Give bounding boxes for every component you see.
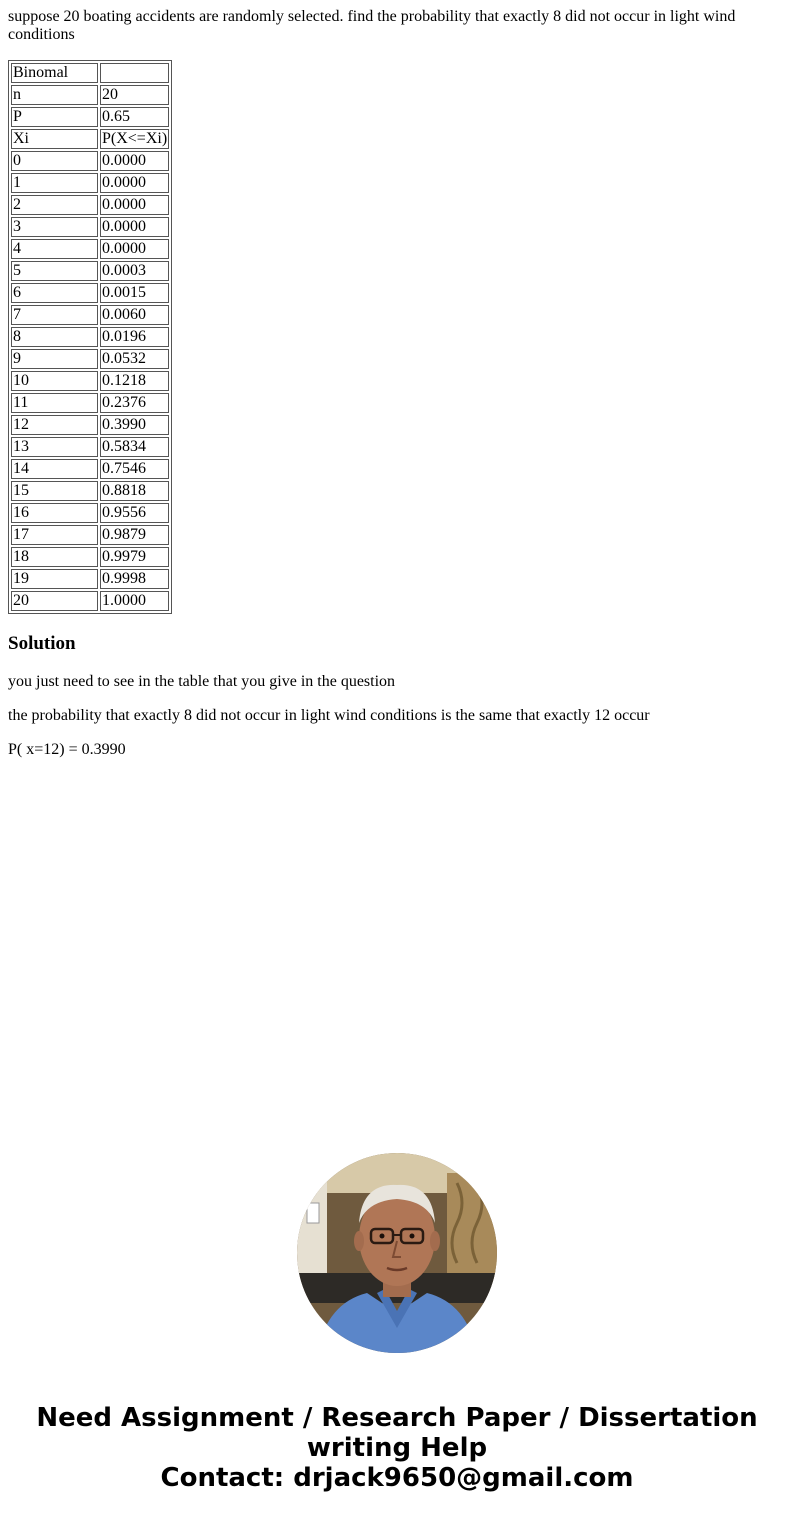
promo-line-2: writing Help bbox=[306, 1433, 488, 1463]
table-cell-xi: 18 bbox=[11, 547, 98, 567]
solution-line-2: the probability that exactly 8 did not occur in light wind conditions is the same that exactly 12 occur bbox=[8, 707, 650, 724]
table-row bbox=[11, 173, 169, 193]
table-cell-prob: 0.65 bbox=[100, 107, 169, 127]
table-cell-prob: 1.0000 bbox=[100, 591, 169, 611]
table-cell-xi: 2 bbox=[11, 195, 98, 215]
table-cell-xi: 15 bbox=[11, 481, 98, 501]
table-row bbox=[11, 151, 169, 171]
table-cell-xi: Binomal bbox=[11, 63, 98, 83]
table-cell-prob: 0.1218 bbox=[100, 371, 169, 391]
solution-title: Solution bbox=[8, 633, 76, 654]
table-cell-prob: 0.3990 bbox=[100, 415, 169, 435]
table-row bbox=[11, 107, 169, 127]
table-row bbox=[11, 393, 169, 413]
table-cell-prob: 0.0060 bbox=[100, 305, 169, 325]
table-cell-prob: 0.0000 bbox=[100, 195, 169, 215]
table-cell-xi: 12 bbox=[11, 415, 98, 435]
table-cell-prob: 0.9879 bbox=[100, 525, 169, 545]
table-cell-prob: 0.8818 bbox=[100, 481, 169, 501]
table-row bbox=[11, 283, 169, 303]
table-cell-xi: n bbox=[11, 85, 98, 105]
table-row bbox=[11, 63, 169, 83]
table-cell-xi: Xi bbox=[11, 129, 98, 149]
table-cell-xi: 8 bbox=[11, 327, 98, 347]
table-cell-xi: 0 bbox=[11, 151, 98, 171]
table-row bbox=[11, 569, 169, 589]
table-cell-xi: 3 bbox=[11, 217, 98, 237]
table-cell-xi: 9 bbox=[11, 349, 98, 369]
table-row bbox=[11, 437, 169, 457]
table-row bbox=[11, 217, 169, 237]
table-cell-prob: 0.0015 bbox=[100, 283, 169, 303]
table-cell-prob: 0.0000 bbox=[100, 217, 169, 237]
table-cell-xi: 4 bbox=[11, 239, 98, 259]
table-row bbox=[11, 195, 169, 215]
table-row bbox=[11, 85, 169, 105]
author-avatar bbox=[297, 1153, 497, 1353]
table-cell-prob: 20 bbox=[100, 85, 169, 105]
promo-line-1: Need Assignment / Research Paper / Dissertation bbox=[36, 1403, 758, 1433]
table-row bbox=[11, 591, 169, 611]
table-cell-prob: 0.9979 bbox=[100, 547, 169, 567]
table-cell-prob bbox=[100, 63, 169, 83]
solution-line-1: you just need to see in the table that you give in the question bbox=[8, 673, 396, 690]
binomial-table-container bbox=[8, 60, 172, 614]
table-cell-xi: 17 bbox=[11, 525, 98, 545]
table-cell-xi: 1 bbox=[11, 173, 98, 193]
table-cell-xi: P bbox=[11, 107, 98, 127]
table-cell-xi: 6 bbox=[11, 283, 98, 303]
table-cell-prob: 0.7546 bbox=[100, 459, 169, 479]
table-cell-prob: P(X<=Xi) bbox=[102, 130, 168, 147]
table-row bbox=[11, 547, 169, 567]
table-cell-prob: 0.0003 bbox=[100, 261, 169, 281]
table-cell-xi: 13 bbox=[11, 437, 98, 457]
solution-line-3: P( x=12) = 0.3990 bbox=[8, 741, 126, 758]
table-cell-prob: 0.0000 bbox=[100, 239, 169, 259]
table-cell-xi: 10 bbox=[11, 371, 98, 391]
table-row bbox=[11, 305, 169, 325]
table-cell-xi: 20 bbox=[11, 591, 98, 611]
table-cell-prob: 0.5834 bbox=[100, 437, 169, 457]
table-row bbox=[11, 503, 169, 523]
table-cell-prob: 0.2376 bbox=[100, 393, 169, 413]
portrait-image bbox=[297, 1153, 497, 1353]
table-cell-prob: 0.9998 bbox=[100, 569, 169, 589]
table-row bbox=[11, 459, 169, 479]
binomial-table bbox=[8, 60, 172, 614]
table-cell-xi: 5 bbox=[11, 261, 98, 281]
table-cell-prob: 0.0196 bbox=[100, 327, 169, 347]
table-cell-xi: 19 bbox=[11, 569, 98, 589]
table-row bbox=[11, 239, 169, 259]
table-row bbox=[11, 415, 169, 435]
table-cell-xi: 11 bbox=[11, 393, 98, 413]
table-cell-prob: 0.0000 bbox=[100, 151, 169, 171]
table-cell-xi: 16 bbox=[11, 503, 98, 523]
question-text: suppose 20 boating accidents are randomly selected. find the probability that exactly 8 did not occur in light wind conditions bbox=[8, 8, 736, 43]
table-cell-prob: 0.0532 bbox=[100, 349, 169, 369]
promo-banner bbox=[0, 1403, 794, 1493]
table-row bbox=[11, 349, 169, 369]
promo-line-3: Contact: drjack9650@gmail.com bbox=[160, 1463, 634, 1493]
table-cell-xi: 14 bbox=[11, 459, 98, 479]
table-row bbox=[11, 129, 169, 149]
table-cell-prob: 0.9556 bbox=[100, 503, 169, 523]
binomial-table-body bbox=[11, 63, 169, 611]
table-row bbox=[11, 481, 169, 501]
table-row bbox=[11, 525, 169, 545]
table-cell-prob: 0.0000 bbox=[100, 173, 169, 193]
table-row bbox=[11, 327, 169, 347]
table-row bbox=[11, 371, 169, 391]
table-cell-xi: 7 bbox=[11, 305, 98, 325]
table-row bbox=[11, 261, 169, 281]
